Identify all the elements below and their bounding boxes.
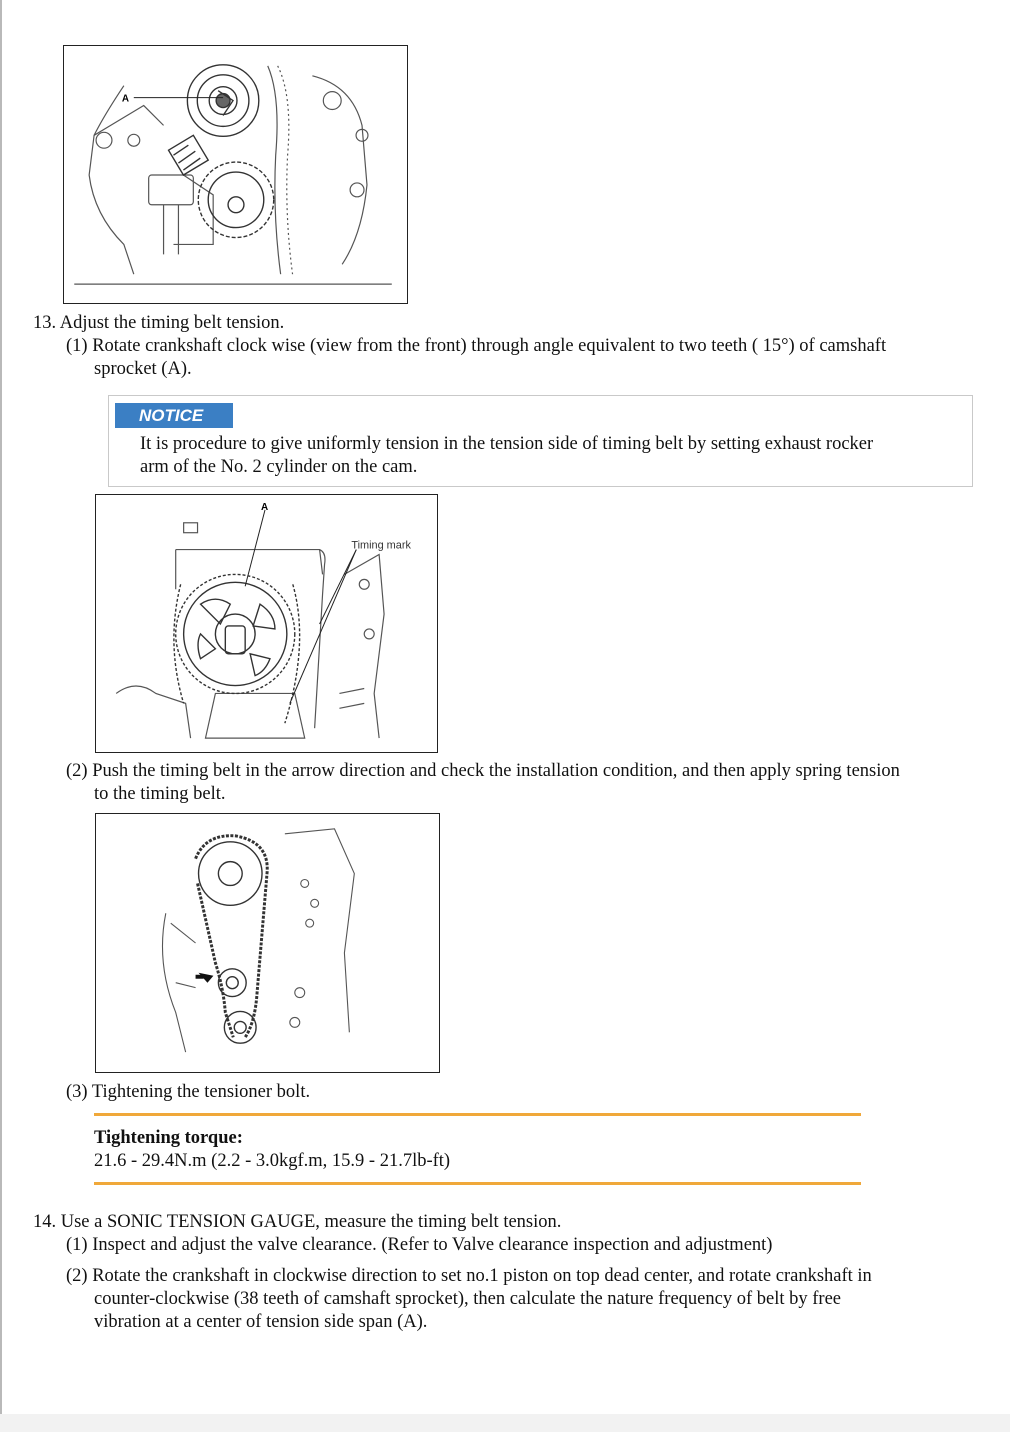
notice-line1: It is procedure to give uniformly tension in the tension side of timing belt by setting exhaust rocker [140, 434, 874, 454]
page-left-border [0, 0, 2, 1432]
page-bottom-band [0, 1414, 1010, 1432]
figure2-timing-mark-label: Timing mark [351, 539, 411, 552]
step-14-sub1: (1) Inspect and adjust the valve clearance. (Refer to Valve clearance inspection and adjustment) [66, 1235, 773, 1255]
notice-label: NOTICE [115, 403, 233, 428]
torque-spec-value: 21.6 - 29.4N.m (2.2 - 3.0kgf.m, 15.9 - 21.7lb-ft) [94, 1151, 451, 1171]
step-13-sub3: (3) Tightening the tensioner bolt. [66, 1082, 311, 1102]
step-13-sub2-line1: (2) Push the timing belt in the arrow direction and check the installation condition, and then apply spring tension [66, 761, 900, 781]
spec-top-rule [94, 1113, 861, 1116]
step-14-sub2-line3: vibration at a center of tension side span (A). [94, 1312, 428, 1332]
step-13-sub1-line1: (1) Rotate crankshaft clock wise (view from the front) through angle equivalent to two teeth ( 15°) of camshaft [66, 336, 887, 356]
notice-box [108, 395, 973, 487]
step-13-heading: 13. Adjust the timing belt tension. [33, 313, 285, 333]
figure1-callout-a: A [121, 93, 130, 105]
spec-bottom-rule [94, 1182, 861, 1185]
torque-spec-title: Tightening torque: [94, 1128, 243, 1148]
camshaft-sprocket-illustration [96, 495, 437, 752]
tensioner-pulley-figure [63, 45, 408, 304]
step-14-sub2-line2: counter-clockwise (38 teeth of camshaft sprocket), then calculate the nature frequency of belt by free [94, 1289, 841, 1309]
timing-belt-routing-illustration [96, 814, 439, 1072]
figure2-callout-a: A [261, 501, 269, 513]
timing-belt-routing-figure [95, 813, 440, 1073]
tensioner-pulley-illustration [64, 46, 407, 303]
step-13-sub1-line2: sprocket (A). [94, 359, 192, 379]
notice-text [140, 433, 873, 479]
step-14-heading: 14. Use a SONIC TENSION GAUGE, measure the timing belt tension. [33, 1212, 562, 1232]
notice-line2: arm of the No. 2 cylinder on the cam. [140, 457, 418, 477]
camshaft-sprocket-figure [95, 494, 438, 753]
step-14-sub2-line1: (2) Rotate the crankshaft in clockwise direction to set no.1 piston on top dead center, and rotate crankshaft in [66, 1266, 872, 1286]
step-13-sub2-line2: to the timing belt. [94, 784, 226, 804]
